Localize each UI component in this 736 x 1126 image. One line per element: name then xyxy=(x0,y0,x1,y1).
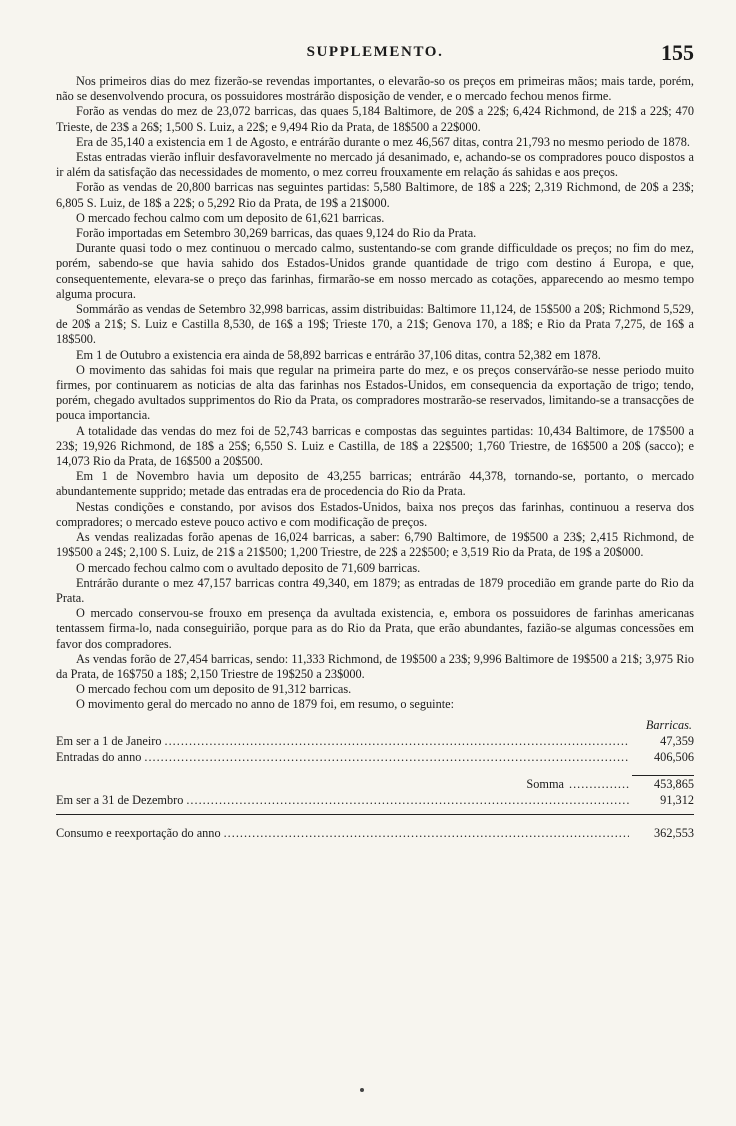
paragraph: Nestas condições e constando, por avisos dos Estados-Unidos, baixa nos preços das farinhas, continuou a reserva dos compradores; o mercado esteve pouco activo e com modificação de preços. xyxy=(56,499,694,529)
summary-table xyxy=(56,717,694,841)
leader-dots xyxy=(186,792,629,808)
paragraph: O mercado conservou-se frouxo em presença da avultada existencia, e, embora os possuidores de farinhas americanas tentassem firma-lo, nada conseguirião, porque para as do Rio da Prata, que erão abundantes, fazião-se algumas concessões em favor dos compradores. xyxy=(56,606,694,651)
row-label: Em ser a 31 de Dezembro xyxy=(56,792,184,807)
paragraph: O mercado fechou calmo com um deposito de 61,621 barricas. xyxy=(76,210,385,225)
paragraph: Estas entradas vierão influir desfavoravelmente no mercado já desanimado, e, achando-se os compradores pouco dispostos a ir além da satisfação das necessidades de momento, o mez correu frouxamente em relação ás sahidas e aos preços. xyxy=(56,150,694,180)
row-label: Entradas do anno xyxy=(56,749,142,764)
paragraph: Durante quasi todo o mez continuou o mercado calmo, sustentando-se com grande difficuldade os preços; no fim do mez, porém, sabendo-se que havia sahido dos Estados-Unidos grande quantidade de trigo com destino á Europa, e que, consequentemente, elevara-se o preço das farinhas, firmarão-se em nosso mercado as cotações, apparecendo ao mesmo tempo alguma procura. xyxy=(56,241,694,301)
row-value: 47,359 xyxy=(660,733,694,748)
row-label: Consumo e reexportação do anno xyxy=(56,825,221,840)
row-value: 91,312 xyxy=(660,792,694,807)
row-value: 406,506 xyxy=(654,749,694,764)
leader-dots xyxy=(224,825,629,841)
page-number: 155 xyxy=(661,40,694,65)
paragraph: As vendas realizadas forão apenas de 16,024 barricas, a saber: 6,790 Baltimore, de 19$500 a 23$; 2,415 Richmond, de 19$500 a 24$; 2,100 S. Luiz, de 21$ a 21$500; 1,200 Triestre, de 22$ a 22$500; e 3,519 Rio da Prata, de 19$ a 20$000. xyxy=(56,530,694,560)
column-header: Barricas. xyxy=(645,717,692,732)
paragraph: Em 1 de Outubro a existencia era ainda de 58,892 barricas e entrárão 37,106 ditas, contra 52,382 em 1878. xyxy=(76,347,601,362)
somma-value: 453,865 xyxy=(632,775,694,792)
table-row xyxy=(56,825,694,841)
leader-dots xyxy=(144,749,629,765)
somma-label: Somma xyxy=(526,776,564,791)
table-row xyxy=(56,749,694,765)
paragraph: Em 1 de Novembro havia um deposito de 43,255 barricas; entrárão 44,378, tornando-se, portanto, o mercado abundantemente supprido; metade das entradas era de procedencia do Rio da Prata. xyxy=(56,469,694,499)
paragraph: Era de 35,140 a existencia em 1 de Agosto, e entrárão durante o mez 46,567 ditas, contra 21,793 no mesmo periodo de 1878. xyxy=(76,134,690,149)
paragraph: A totalidade das vendas do mez foi de 52,743 barricas e compostas das seguintes partidas: 10,434 Baltimore, de 17$500 a 23$; 19,926 Richmond, de 18$ a 25$; 6,550 S. Luiz e Castilla, de 18$ a 22$500; 1,760 Triestre, de 16$500 a 20$ (sacco); e 14,073 Rio da Prata, de 16$500 a 20$500. xyxy=(56,423,694,469)
paragraph: O mercado fechou com um deposito de 91,312 barricas. xyxy=(76,682,352,697)
row-value: 362,553 xyxy=(654,825,694,840)
table-row xyxy=(56,792,694,808)
paragraph: O mercado fechou calmo com o avultado deposito de 71,609 barricas. xyxy=(76,560,421,575)
body-text xyxy=(56,74,694,713)
paragraph: Forão as vendas de 20,800 barricas nas seguintes partidas: 5,580 Baltimore, de 18$ a 22$; 2,319 Richmond, de 20$ a 23$; 6,805 S. Luiz, de 18$ a 22$; o 5,292 Rio da Prata, de 19$ a 21$000. xyxy=(56,180,694,210)
paragraph: Entrárão durante o mez 47,157 barricas contra 49,340, em 1879; as entradas de 1879 procedião em grande parte do Rio da Prata. xyxy=(56,575,694,605)
leader-dots xyxy=(569,776,629,792)
page-header xyxy=(56,40,694,74)
spacer xyxy=(56,815,694,825)
paragraph: As vendas forão de 27,454 barricas, sendo: 11,333 Richmond, de 19$500 a 23$; 9,996 Baltimore de 19$500 a 21$; 3,975 Rio da Prata, de 16$750 a 18$; 2,150 Triestre de 19$250 a 23$000. xyxy=(56,651,694,681)
footer-dot xyxy=(360,1088,364,1092)
paragraph: O movimento das sahidas foi mais que regular na primeira parte do mez, e os preços conservárão-se nesse periodo muito firmes, por continuarem as noticias de alta das farinhas nos Estados-Unidos, em consequencia da exportação de trigo; tendo, porém, chegado avultados supprimentos do Rio da Prata, os compradores mostrarão-se reservados, limitando-se a transacções de pouca importancia. xyxy=(56,362,694,423)
paragraph: Sommárão as vendas de Setembro 32,998 barricas, assim distribuidas: Baltimore 11,124, de 15$500 a 20$; Richmond 5,529, de 20$ a 21$; S. Luiz e Castilla 8,530, de 16$ a 19$; Trieste 170, a 21$; Genova 170, a 18$; e Rio da Prata 7,275, de 16$ a 18$500. xyxy=(56,302,694,347)
table-row xyxy=(56,733,694,749)
leader-dots xyxy=(165,733,629,749)
paragraph: Nos primeiros dias do mez fizerão-se revendas importantes, o elevarão-so os preços em primeiras mãos; mais tarde, porém, não se desenvolvendo procura, os possuidores mostrárão disposição de vender, e o mercado fechou menos firme. xyxy=(56,74,694,104)
somma-row xyxy=(56,775,694,792)
paragraph: Forão importadas em Setembro 30,269 barricas, das quaes 9,124 do Rio da Prata. xyxy=(76,226,477,241)
paragraph: O movimento geral do mercado no anno de 1879 foi, em resumo, o seguinte: xyxy=(76,697,455,712)
paragraph: Forão as vendas do mez de 23,072 barricas, das quaes 5,184 Baltimore, de 20$ a 22$; 6,424 Richmond, de 21$ a 22$; 470 Trieste, de 23$ a 26$; 1,500 S. Luiz, a 22$; e 9,494 Rio da Prata, de 18$500 a 22$000. xyxy=(56,104,694,134)
row-label: Em ser a 1 de Janeiro xyxy=(56,733,162,748)
running-title: SUPPLEMENTO. xyxy=(306,44,444,60)
